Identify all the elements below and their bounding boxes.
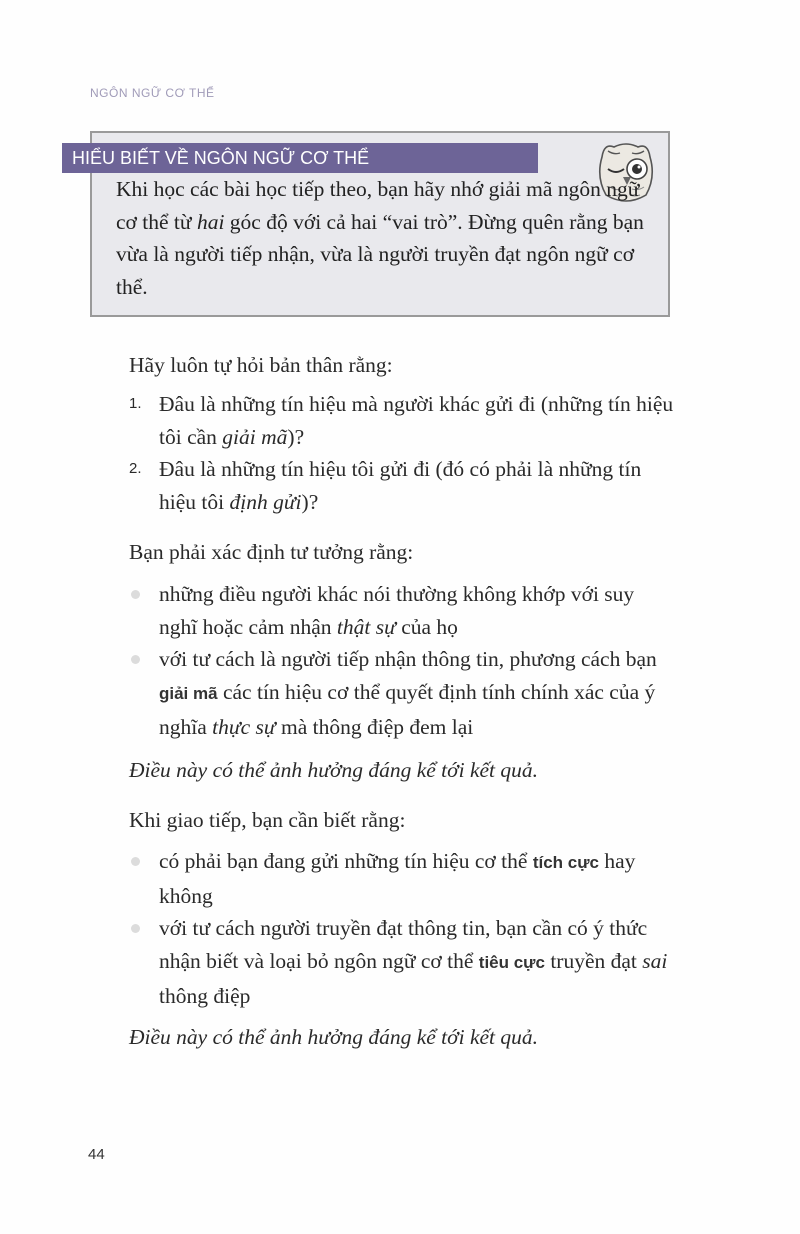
section2-intro: Bạn phải xác định tư tưởng rằng: (129, 540, 414, 564)
bullet-icon (131, 655, 140, 664)
bullet-icon (131, 924, 140, 933)
section1-intro: Hãy luôn tự hỏi bản thân rằng: (129, 353, 393, 377)
bullet-list-1 (129, 578, 674, 744)
section3-intro: Khi giao tiếp, bạn cần biết rằng: (129, 808, 406, 832)
bullet-list-2 (129, 845, 674, 1013)
conclusion-1: Điều này có thể ảnh hưởng đáng kể tới kết quả. (129, 758, 539, 782)
conclusion-2: Điều này có thể ảnh hưởng đáng kể tới kết quả. (129, 1025, 539, 1049)
running-head: NGÔN NGỮ CƠ THỂ (90, 86, 215, 100)
bullet-icon (131, 857, 140, 866)
list-item: có phải bạn đang gửi những tín hiệu cơ thể tích cực hay không (129, 845, 674, 912)
list-item: 1. Đâu là những tín hiệu mà người khác gửi đi (những tín hiệu tôi cần giải mã)? (129, 392, 674, 449)
tip-box (72, 131, 670, 317)
question-list (129, 388, 674, 519)
list-item: những điều người khác nói thường không khớp với suy nghĩ hoặc cảm nhận thật sự của họ (129, 578, 674, 643)
page-number: 44 (88, 1146, 105, 1163)
tip-box-title: HIỂU BIẾT VỀ NGÔN NGỮ CƠ THỂ (62, 143, 538, 173)
tip-box-text: Khi học các bài học tiếp theo, bạn hãy nhớ giải mã ngôn ngữ cơ thể từ hai góc độ với cả hai “vai trò”. Đừng quên rằng bạn vừa là người tiếp nhận, vừa là người truyền đạt ngôn ngữ cơ thể. (116, 177, 644, 300)
bullet-icon (131, 590, 140, 599)
list-item: với tư cách là người tiếp nhận thông tin, phương cách bạn giải mã các tín hiệu cơ thể quyết định tính chính xác của ý nghĩa thực sự mà thông điệp đem lại (129, 643, 674, 743)
list-item: với tư cách người truyền đạt thông tin, bạn cần có ý thức nhận biết và loại bỏ ngôn ngữ cơ thể tiêu cực truyền đạt sai thông điệp (129, 912, 674, 1012)
list-item: 2. Đâu là những tín hiệu tôi gửi đi (đó có phải là những tín hiệu tôi định gửi)? (129, 457, 642, 515)
